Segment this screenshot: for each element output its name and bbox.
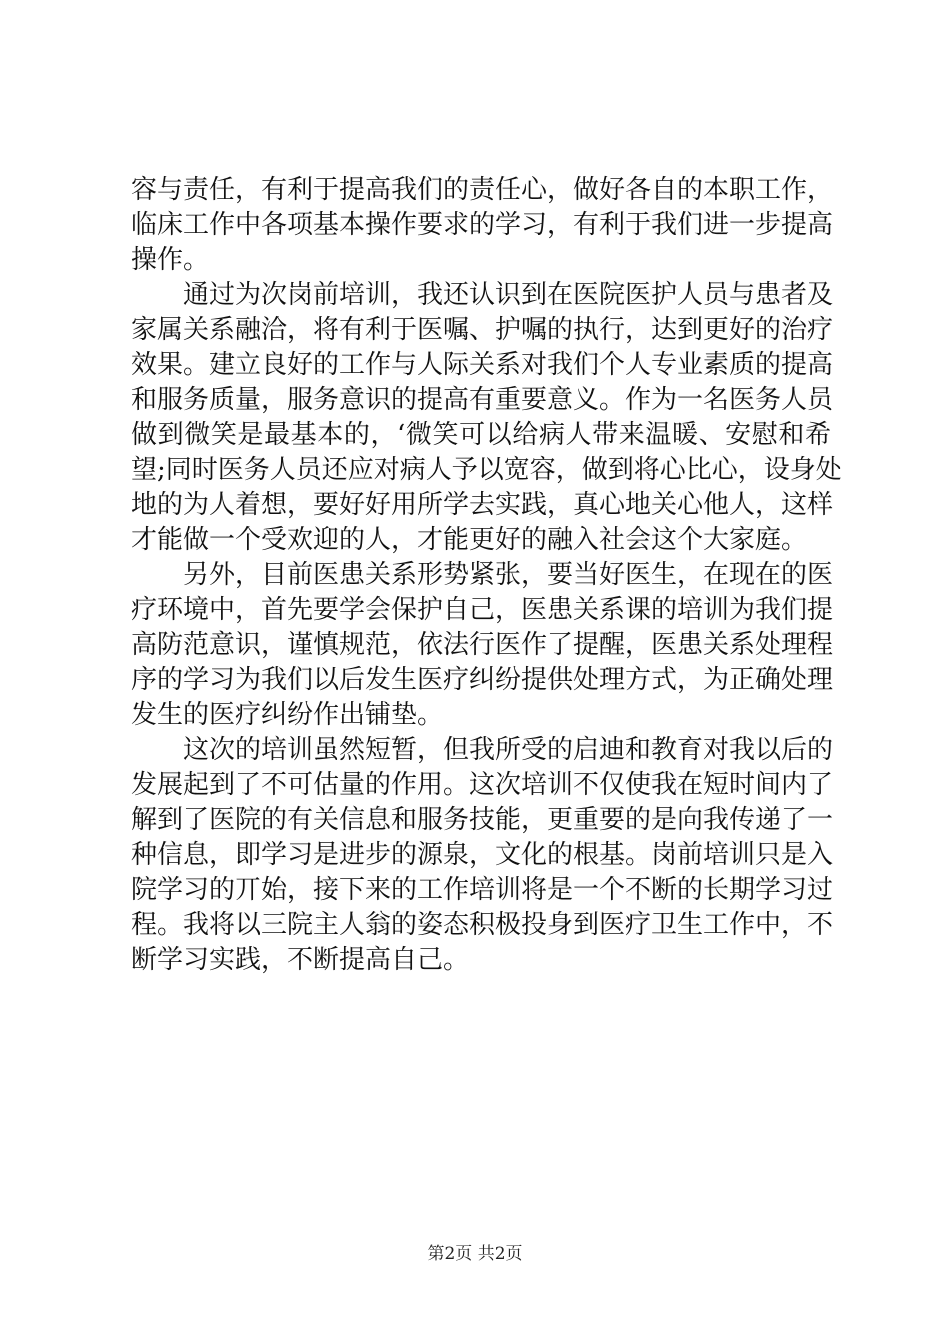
text-line: 序的学习为我们以后发生医疗纠纷提供处理方式，为正确处理 (131, 665, 834, 695)
paragraph-2 (131, 278, 842, 558)
text-line: 高防范意识，谨慎规范，依法行医作了提醒，医患关系处理程 (131, 630, 834, 660)
paragraph-3 (131, 558, 834, 733)
text-line: 效果。建立良好的工作与人际关系对我们个人专业素质的提高 (131, 350, 834, 380)
text-line: 种信息，即学习是进步的源泉，文化的根基。岗前培训只是入 (131, 840, 834, 870)
text-line: 地的为人着想，要好好用所学去实践，真心地关心他人，这样 (131, 490, 834, 520)
text-line: 发展起到了不可估量的作用。这次培训不仅使我在短时间内了 (131, 770, 834, 800)
text-line: 操作。 (131, 245, 210, 275)
paragraph-4 (131, 733, 834, 978)
page-footer (0, 1242, 950, 1266)
page-number: 第2页 共2页 (427, 1244, 523, 1264)
text-line: 程。我将以三院主人翁的姿态积极投身到医疗卫生工作中，不 (131, 910, 834, 940)
paragraph-1 (131, 173, 834, 278)
text-line: 院学习的丌始，接下来的工作培训将是一个不断的长期学习过 (131, 875, 834, 905)
text-line: 解到了医院的有关信息和服务技能，更重要的是向我传递了一 (131, 805, 834, 835)
document-body (131, 173, 842, 978)
text-line: 通过为次岗前培训，我还认识到在医院医护人员与患者及 (131, 280, 834, 310)
text-line: 做到微笑是最基本的，‘微笑可以给病人带来温暖、安慰和希 (131, 420, 831, 450)
text-line: 断学习实践，不断提高自己。 (131, 945, 470, 975)
text-line: 和服务质量，服务意识的提高有重要意义。作为一名医务人员 (131, 385, 834, 415)
text-line: 望;同时医务人员还应对病人予以宽容，做到将心比心，设身处 (131, 455, 842, 485)
text-line: 临床工作中各项基本操作要求的学习，有利于我们进一步提高 (131, 210, 834, 240)
text-line: 另外，目前医患关系形势紧张，要当好医生，在现在的医 (131, 560, 834, 590)
text-line: 才能做一个受欢迎的人，才能更好的融入社会这个大家庭。 (131, 525, 808, 555)
text-line: 容与责任，有利于提高我们的责任心，做好各自的本职工作， (131, 175, 834, 205)
text-line: 家属关系融洽，将有利于医嘱、护嘱的执行，达到更好的治疗 (131, 315, 834, 345)
text-line: 这次的培训虽然短暂，但我所受的启迪和教育对我以后的 (131, 735, 834, 765)
text-line: 发生的医疗纠纷作出铺垫。 (131, 700, 444, 730)
text-line: 疗环境中，首先要学会保护自己，医患关系课的培训为我们提 (131, 595, 834, 625)
